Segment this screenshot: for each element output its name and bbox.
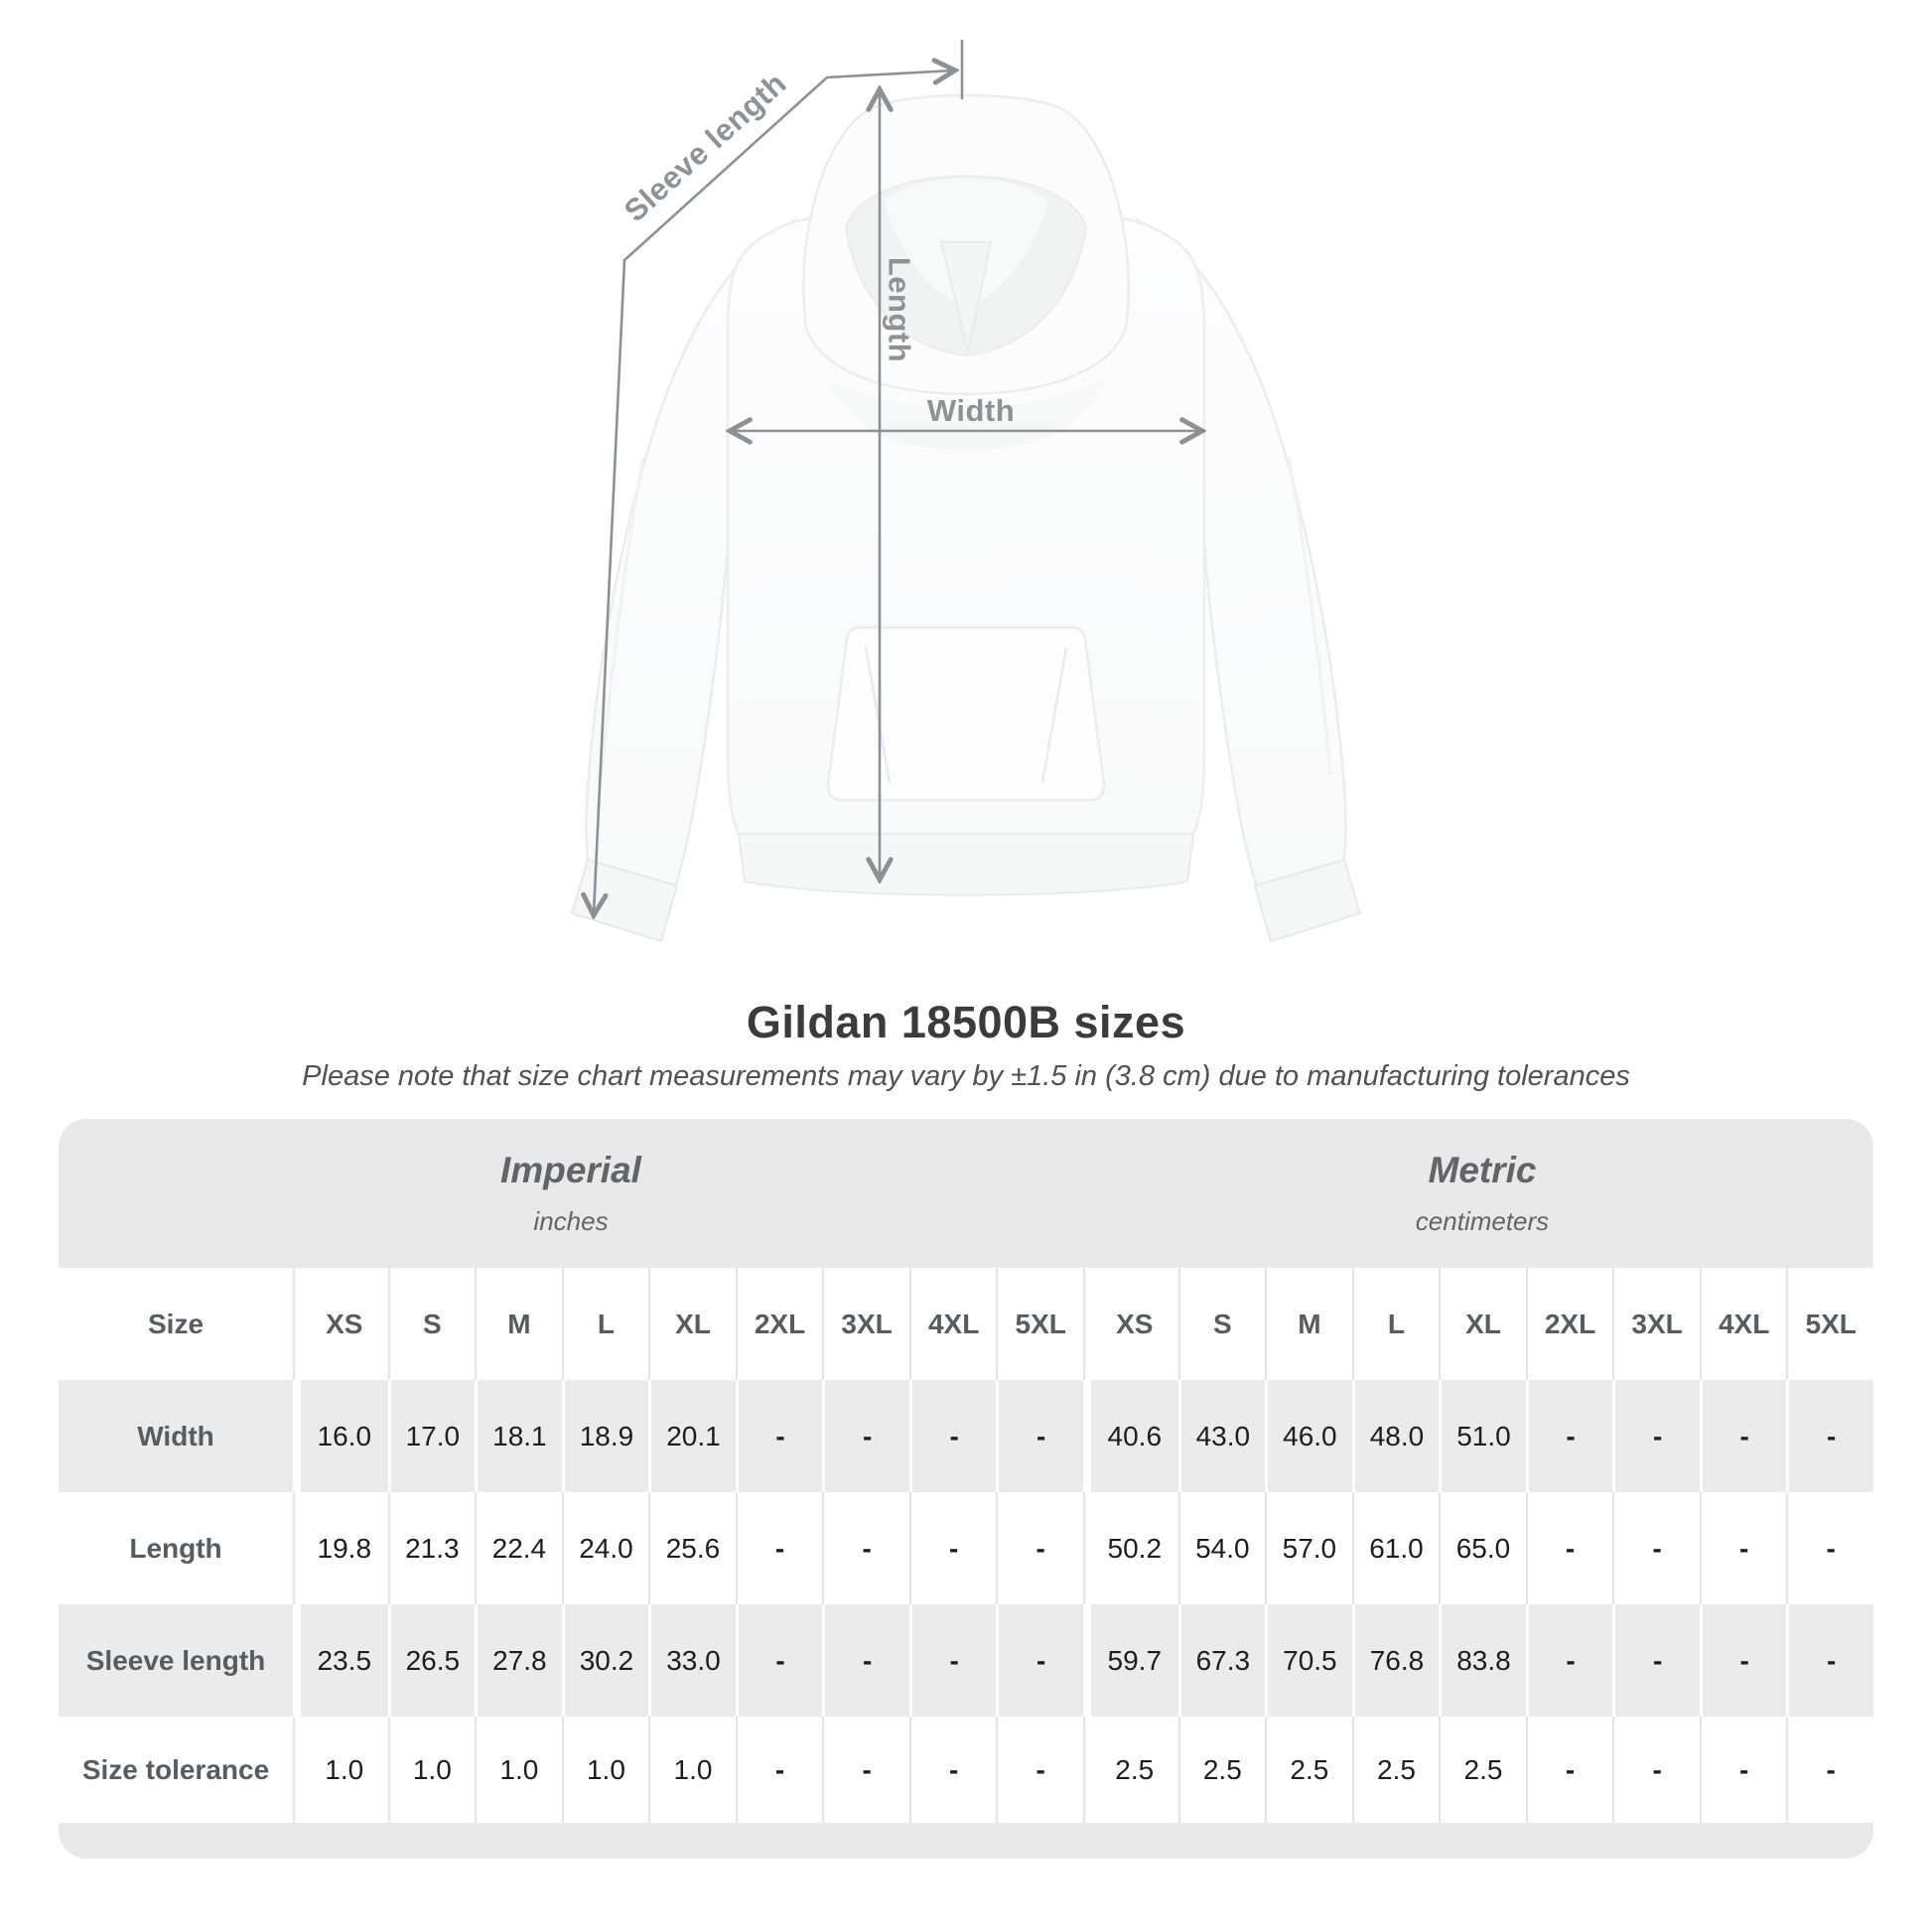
sleeve-length-label: Sleeve length — [617, 66, 793, 229]
table-row — [59, 1604, 1873, 1717]
table-cell: 1.0 — [388, 1717, 476, 1823]
metric-unit-name: Metric — [1428, 1150, 1537, 1190]
column-gap — [293, 1717, 301, 1823]
table-cell: - — [822, 1492, 909, 1604]
table-cell: 59.7 — [1091, 1604, 1178, 1717]
table-cell: 1.0 — [648, 1717, 736, 1823]
table-cell: 22.4 — [475, 1492, 562, 1604]
table-cell: 48.0 — [1352, 1380, 1440, 1492]
table-cell: 40.6 — [1091, 1380, 1178, 1492]
size-col-header: S — [388, 1268, 476, 1380]
table-cell: 20.1 — [648, 1380, 736, 1492]
table-cell: 76.8 — [1352, 1604, 1440, 1717]
table-cell: - — [909, 1717, 997, 1823]
size-grid — [59, 1268, 1873, 1823]
row-label: Width — [59, 1380, 293, 1492]
column-gap — [293, 1268, 301, 1380]
column-gap — [1083, 1717, 1091, 1823]
table-cell: - — [1612, 1380, 1700, 1492]
size-header-row — [59, 1268, 1873, 1380]
size-col-header: 3XL — [1612, 1268, 1700, 1380]
table-cell: 2.5 — [1178, 1717, 1266, 1823]
size-col-header: 4XL — [909, 1268, 997, 1380]
size-col-header: XS — [326, 1308, 363, 1339]
column-gap — [1083, 1268, 1091, 1380]
size-col-header: S — [1178, 1268, 1266, 1380]
table-cell: - — [1612, 1717, 1700, 1823]
table-cell: - — [1700, 1717, 1787, 1823]
table-cell: 17.0 — [388, 1380, 476, 1492]
table-cell: 1.0 — [562, 1717, 649, 1823]
column-gap — [1083, 1380, 1091, 1492]
table-cell: - — [736, 1380, 823, 1492]
table-cell: 43.0 — [1178, 1380, 1266, 1492]
table-cell: 46.0 — [1265, 1380, 1352, 1492]
size-col-header: M — [1265, 1268, 1352, 1380]
imperial-unit-name: Imperial — [500, 1150, 641, 1190]
size-col-header: L — [562, 1268, 649, 1380]
row-label: Length — [129, 1532, 222, 1564]
metric-unit-header — [1091, 1119, 1873, 1268]
table-cell: - — [996, 1604, 1083, 1717]
table-cell: - — [1612, 1492, 1700, 1604]
table-cell: - — [909, 1380, 997, 1492]
table-row — [59, 1492, 1873, 1604]
table-cell: - — [1612, 1604, 1700, 1717]
imperial-unit-sub: inches — [533, 1206, 609, 1236]
size-col-header: 3XL — [822, 1268, 909, 1380]
size-table — [59, 1119, 1873, 1859]
table-cell: - — [1700, 1604, 1787, 1717]
table-row — [59, 1380, 1873, 1492]
imperial-unit-header — [59, 1119, 1083, 1268]
column-gap — [293, 1492, 301, 1604]
hoodie-illustration — [572, 95, 1360, 941]
size-col-header: 2XL — [736, 1268, 823, 1380]
table-cell: 33.0 — [648, 1604, 736, 1717]
table-cell: - — [1700, 1492, 1787, 1604]
table-cell: - — [1786, 1380, 1873, 1492]
table-cell: 2.5 — [1265, 1717, 1352, 1823]
table-cell: - — [736, 1604, 823, 1717]
table-cell: - — [996, 1717, 1083, 1823]
table-cell: 23.5 — [301, 1604, 388, 1717]
row-label: Size tolerance — [81, 1753, 270, 1785]
table-cell: 2.5 — [1115, 1753, 1155, 1785]
table-cell: - — [736, 1492, 823, 1604]
table-cell: 67.3 — [1178, 1604, 1266, 1717]
table-cell: 27.8 — [475, 1604, 562, 1717]
table-cell: 70.5 — [1265, 1604, 1352, 1717]
table-cell: 65.0 — [1439, 1492, 1526, 1604]
table-cell: - — [822, 1604, 909, 1717]
table-cell: 30.2 — [562, 1604, 649, 1717]
size-col-header: 2XL — [1526, 1268, 1613, 1380]
table-cell: 16.0 — [301, 1380, 388, 1492]
table-cell: - — [736, 1717, 823, 1823]
table-cell: - — [1786, 1492, 1873, 1604]
table-cell: - — [1786, 1604, 1873, 1717]
column-gap — [293, 1380, 301, 1492]
table-cell: - — [909, 1604, 997, 1717]
size-col-header: 5XL — [996, 1268, 1083, 1380]
table-cell: - — [996, 1492, 1083, 1604]
table-cell: 21.3 — [388, 1492, 476, 1604]
size-col-header: 5XL — [1786, 1268, 1873, 1380]
table-cell: 1.0 — [475, 1717, 562, 1823]
table-cell: 1.0 — [325, 1753, 364, 1785]
table-cell: 19.8 — [317, 1532, 372, 1564]
table-cell: - — [996, 1380, 1083, 1492]
size-col-header: M — [475, 1268, 562, 1380]
table-cell: - — [909, 1492, 997, 1604]
table-cell: - — [1786, 1717, 1873, 1823]
table-cell: 24.0 — [562, 1492, 649, 1604]
table-cell: 2.5 — [1352, 1717, 1440, 1823]
table-cell: 25.6 — [648, 1492, 736, 1604]
table-cell: 18.9 — [562, 1380, 649, 1492]
table-cell: 26.5 — [388, 1604, 476, 1717]
table-cell: - — [1526, 1492, 1613, 1604]
size-col-header: L — [1352, 1268, 1440, 1380]
units-band — [59, 1119, 1873, 1268]
column-gap — [293, 1604, 301, 1717]
width-label: Width — [926, 393, 1016, 428]
page-title: Gildan 18500B sizes — [746, 997, 1186, 1047]
table-cell: 50.2 — [1107, 1532, 1163, 1564]
size-col-header: 4XL — [1700, 1268, 1787, 1380]
table-cell: - — [1526, 1604, 1613, 1717]
row-label: Sleeve length — [59, 1604, 293, 1717]
size-col-header: XS — [1116, 1308, 1154, 1339]
table-cell: 2.5 — [1439, 1717, 1526, 1823]
table-cell: 83.8 — [1439, 1604, 1526, 1717]
table-cell: - — [1526, 1717, 1613, 1823]
length-label: Length — [882, 256, 917, 363]
table-cell: 54.0 — [1178, 1492, 1266, 1604]
caption — [0, 997, 1932, 1093]
size-col-header: XL — [1439, 1268, 1526, 1380]
table-cell: - — [822, 1380, 909, 1492]
table-footer-band — [59, 1823, 1873, 1859]
table-cell: - — [1700, 1380, 1787, 1492]
table-cell: 51.0 — [1439, 1380, 1526, 1492]
column-gap — [1083, 1604, 1091, 1717]
table-cell: 61.0 — [1352, 1492, 1440, 1604]
table-cell: 57.0 — [1265, 1492, 1352, 1604]
metric-unit-sub: centimeters — [1415, 1206, 1550, 1236]
column-gap — [1083, 1492, 1091, 1604]
table-cell: 18.1 — [475, 1380, 562, 1492]
size-col-header: XL — [648, 1268, 736, 1380]
page-subtitle: Please note that size chart measurements may vary by ±1.5 in (3.8 cm) due to manufacturing tolerances — [302, 1060, 1630, 1092]
table-row — [59, 1717, 1873, 1823]
size-column-title: Size — [147, 1308, 205, 1339]
table-cell: - — [822, 1717, 909, 1823]
table-cell: - — [1526, 1380, 1613, 1492]
